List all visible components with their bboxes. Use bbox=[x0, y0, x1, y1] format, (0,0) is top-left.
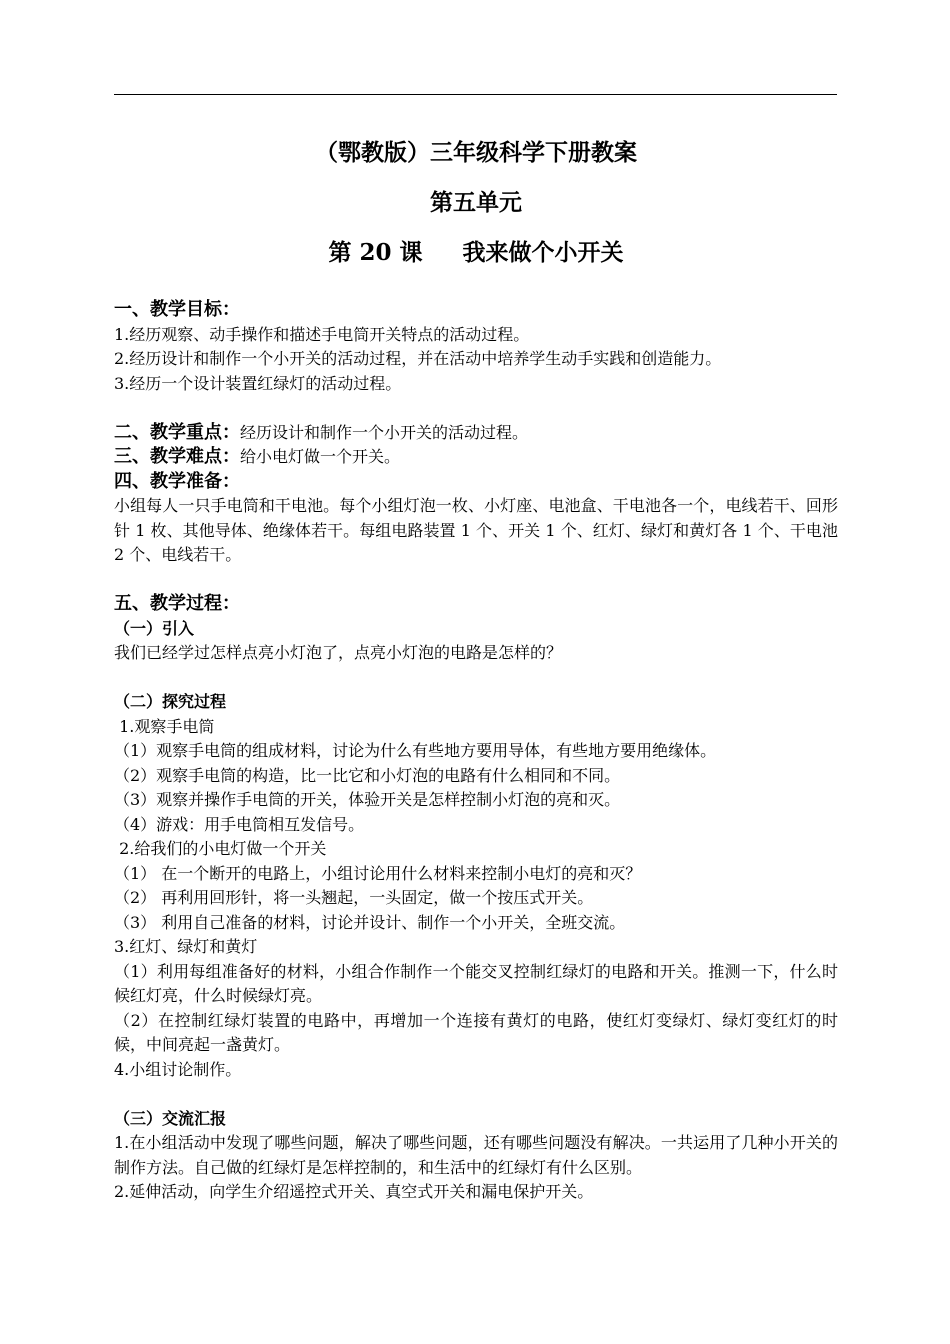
difficulty bbox=[114, 445, 838, 470]
document-body bbox=[114, 128, 838, 1205]
document-title: （鄂教版）三年级科学下册教案 bbox=[315, 139, 637, 166]
process-heading: 五、教学过程： bbox=[114, 593, 240, 614]
explore-line: （1）观察手电筒的组成材料，讨论为什么有些地方要用导体，有些地方要用绝缘体。 bbox=[114, 741, 717, 760]
unit-title: 第五单元 bbox=[430, 189, 522, 216]
preparation-text: 小组每人一只手电筒和干电池。每个小组灯泡一枚、小灯座、电池盒、干电池各一个，电线若干、回形针 1 枚、其他导体、绝缘体若干。每组电路装置 1 个、开关 1 个、红灯、绿灯和黄灯各 1 个、干电池 2 个、电线若干。 bbox=[114, 496, 838, 564]
key-point bbox=[114, 421, 838, 446]
difficulty-text: 给小电灯做一个开关。 bbox=[240, 447, 401, 466]
key-point-text: 经历设计和制作一个小开关的活动过程。 bbox=[240, 422, 529, 442]
explore-line: （3）观察并操作手电筒的开关，体验开关是怎样控制小灯泡的亮和灭。 bbox=[114, 790, 621, 809]
explore-line: （2）观察手电筒的构造，比一比它和小灯泡的电路有什么相同和不同。 bbox=[114, 765, 621, 785]
explore-line: （1）利用每组准备好的材料，小组合作制作一个能交叉控制红绿灯的电路和开关。推测一下，什么时候红灯亮，什么时候绿灯亮。 bbox=[114, 961, 838, 1005]
explore-line: （3） 利用自己准备的材料，讨论并设计、制作一个小开关，全班交流。 bbox=[114, 912, 626, 932]
lesson-title: 第 20 课 我来做个小开关 bbox=[328, 239, 624, 266]
explore-line: 2.给我们的小电灯做一个开关 bbox=[114, 839, 327, 858]
key-point-label: 二、教学重点： bbox=[114, 421, 240, 443]
explore-line: 1.观察手电筒 bbox=[114, 716, 215, 736]
header-rule bbox=[114, 94, 837, 95]
explore-line: （2） 再利用回形针，将一头翘起，一头固定，做一个按压式开关。 bbox=[114, 888, 594, 907]
explore-line: （1） 在一个断开的电路上，小组讨论用什么材料来控制小电灯的亮和灭？ bbox=[114, 863, 642, 883]
exchange-line: 2.延伸活动，向学生介绍遥控式开关、真空式开关和漏电保护开关。 bbox=[114, 1182, 594, 1201]
exchange-heading: （三）交流汇报 bbox=[114, 1108, 227, 1128]
explore-line: （4）游戏：用手电筒相互发信号。 bbox=[114, 814, 365, 834]
intro-heading: （一）引入 bbox=[114, 618, 195, 638]
explore-line: （2）在控制红绿灯装置的电路中，再增加一个连接有黄灯的电路，使红灯变绿灯、绿灯变红灯的时候，中间亮起一盏黄灯。 bbox=[114, 1010, 838, 1054]
difficulty-label: 三、教学难点： bbox=[114, 446, 240, 467]
objective-item: 2.经历设计和制作一个小开关的活动过程，并在活动中培养学生动手实践和创造能力。 bbox=[114, 349, 722, 368]
preparation-heading: 四、教学准备： bbox=[114, 470, 240, 492]
intro-text: 我们已经学过怎样点亮小灯泡了，点亮小灯泡的电路是怎样的？ bbox=[114, 643, 563, 662]
objectives-heading: 一、教学目标： bbox=[114, 299, 240, 320]
objective-item: 1.经历观察、动手操作和描述手电筒开关特点的活动过程。 bbox=[114, 324, 530, 344]
explore-line: 3.红灯、绿灯和黄灯 bbox=[114, 937, 258, 956]
explore-heading: （二）探究过程 bbox=[114, 692, 227, 711]
objective-item: 3.经历一个设计装置红绿灯的活动过程。 bbox=[114, 373, 402, 393]
exchange-line: 1.在小组活动中发现了哪些问题，解决了哪些问题，还有哪些问题没有解决。一共运用了几种小开关的制作方法。自己做的红绿灯是怎样控制的，和生活中的红绿灯有什么区别。 bbox=[114, 1133, 838, 1177]
explore-line: 4.小组讨论制作。 bbox=[114, 1059, 242, 1079]
